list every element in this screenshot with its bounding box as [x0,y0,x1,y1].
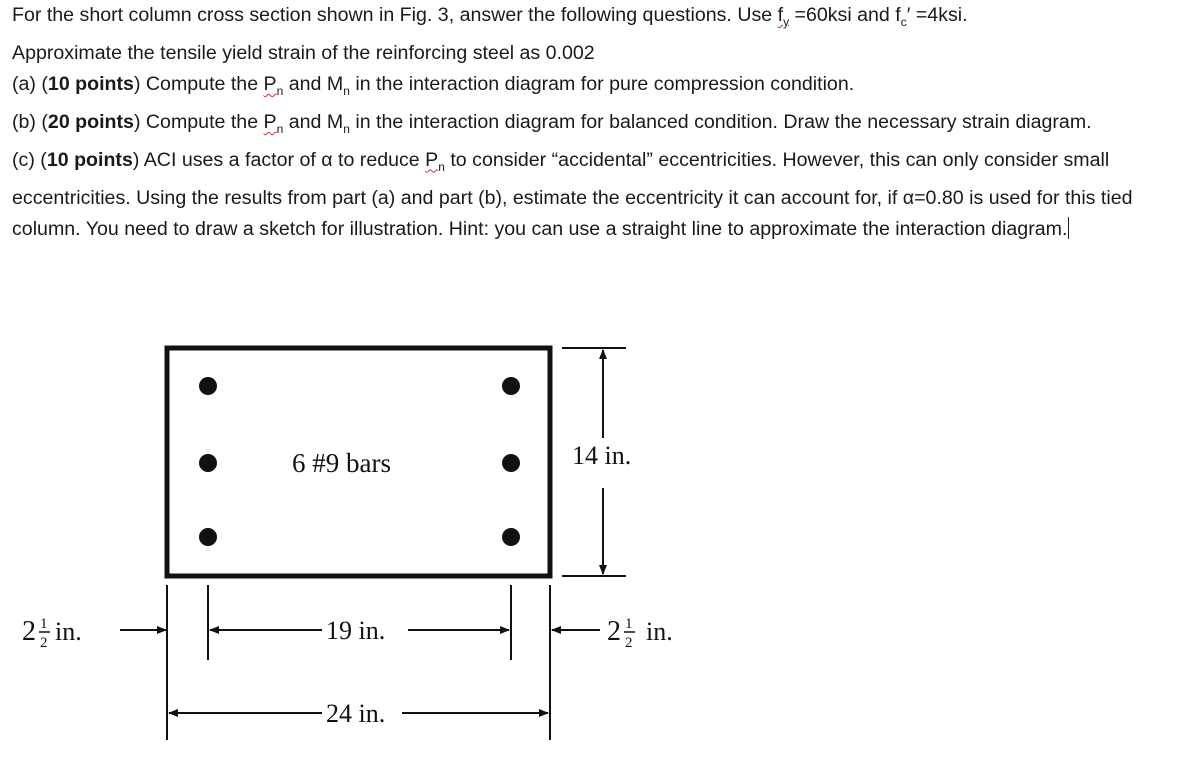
svg-text:2: 2 [607,616,621,647]
rebar-dot [502,377,520,395]
svg-text:2: 2 [40,635,48,651]
cover-right-label [607,616,673,651]
intro-line: For the short column cross section shown in Fig. 3, answer the following questions. Use $f_y =60ksi$ and $f_c' =4ksi$. [12,4,968,29]
svg-text:1: 1 [40,616,48,632]
svg-text:1: 1 [625,616,633,632]
rebar-dot [502,528,520,546]
part-c: (c) (10 points) ACI uses a factor of α to reduce $P_n$ to consider “accidental” eccentricities. However, this can only consider small eccentricities. Using the results from part (a) and part (b), estimate the eccentricity it can account for, if α=0.80 is used for this tied column. You need to draw a sketch for illustration. Hint: you can use a straight line to approximate the interaction diagram. [12,148,1133,240]
bars-label: 6 #9 bars [292,448,391,478]
part-b: (b) (20 points) Compute the $P_n$ and $M_n$ in the interaction diagram for balanced condition. Draw the necessary strain diagram. [12,110,1092,136]
inner-width-label: 19 in. [326,616,386,645]
part-a: (a) (10 points) Compute the $P_n$ and $M_n$ in the interaction diagram for pure compression condition. [12,72,855,98]
rebar-dot [199,377,217,395]
svg-text:in.: in. [646,617,673,646]
height-label: 14 in. [572,441,632,470]
rebar-dot [502,454,520,472]
total-width-label: 24 in. [326,699,386,728]
svg-text:in.: in. [55,617,82,646]
rebar-dot [199,528,217,546]
intro-line-2: Approximate the tensile yield strain of the reinforcing steel as 0.002 [12,41,595,64]
cover-left-label [22,616,82,651]
rebar-dot [199,454,217,472]
svg-text:2: 2 [22,616,36,647]
svg-text:2: 2 [625,635,633,651]
